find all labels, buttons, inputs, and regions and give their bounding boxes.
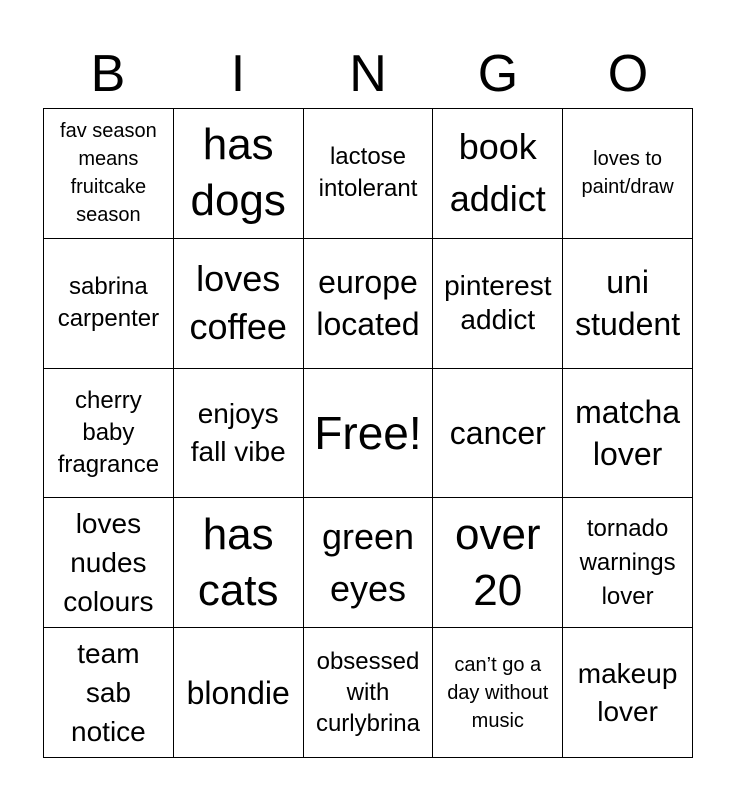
bingo-board [43,108,693,758]
bingo-cell-r1c5[interactable] [563,109,693,239]
header-letter-b: B [90,45,126,103]
cell-text: can’t go a day without music [447,653,549,732]
header-letter-n: N [349,45,387,103]
bingo-cell-r2c5[interactable] [563,239,693,369]
bingo-cell-r4c4[interactable] [433,498,563,628]
cell-text: over 20 [454,509,541,615]
bingo-cell-r4c3[interactable] [304,498,434,628]
bingo-cell-r5c4[interactable] [433,628,563,758]
free-space-text: Free! [314,406,422,459]
bingo-cell-r3c4[interactable] [433,369,563,499]
bingo-cell-r1c4[interactable] [433,109,563,239]
bingo-cell-r2c3[interactable] [304,239,434,369]
bingo-cell-r2c1[interactable] [44,239,174,369]
bingo-cell-r1c1[interactable] [44,109,174,239]
bingo-cell-r2c2[interactable] [174,239,304,369]
cell-text: matcha lover [575,393,681,472]
header-letter-o: O [607,45,649,103]
cell-text: team sab notice [71,638,146,748]
cell-text: green eyes [321,515,415,609]
cell-text: cherry baby fragrance [57,386,160,478]
bingo-cell-r1c3[interactable] [304,109,434,239]
cell-text: loves coffee [189,258,287,348]
bingo-cell-free[interactable] [304,369,434,499]
cell-text: makeup lover [577,657,678,727]
bingo-cell-r5c3[interactable] [304,628,434,758]
bingo-cell-r3c1[interactable] [44,369,174,499]
cell-text: fav season means fruitcake season [60,120,157,227]
cell-text: cancer [449,414,546,451]
cell-text: europe located [316,264,420,343]
header-letter-i: I [230,45,246,103]
cell-text: has dogs [190,120,286,226]
bingo-cell-r3c5[interactable] [563,369,693,499]
bingo-cell-r3c2[interactable] [174,369,304,499]
bingo-cell-r5c5[interactable] [563,628,693,758]
cell-text: lactose intolerant [318,143,418,203]
cell-text: has cats [197,509,279,615]
bingo-cell-r4c1[interactable] [44,498,174,628]
bingo-cell-r2c4[interactable] [433,239,563,369]
bingo-cell-r5c2[interactable] [174,628,304,758]
bingo-cell-r5c1[interactable] [44,628,174,758]
cell-text: blondie [186,674,290,711]
cell-text: loves to paint/draw [581,148,674,199]
cell-text: uni student [575,264,681,343]
cell-text: tornado warnings lover [579,514,676,610]
header-letter-g: G [477,45,519,103]
bingo-cell-r4c5[interactable] [563,498,693,628]
cell-text: loves nudes colours [63,508,154,618]
cell-text: obsessed with curlybrina [315,648,420,738]
cell-text: book addict [449,126,546,220]
cell-text: pinterest addict [444,270,552,336]
cell-text: enjoys fall vibe [190,397,286,467]
bingo-cell-r4c2[interactable] [174,498,304,628]
cell-text: sabrina carpenter [57,273,160,333]
bingo-header [43,40,693,108]
bingo-cell-r1c2[interactable] [174,109,304,239]
